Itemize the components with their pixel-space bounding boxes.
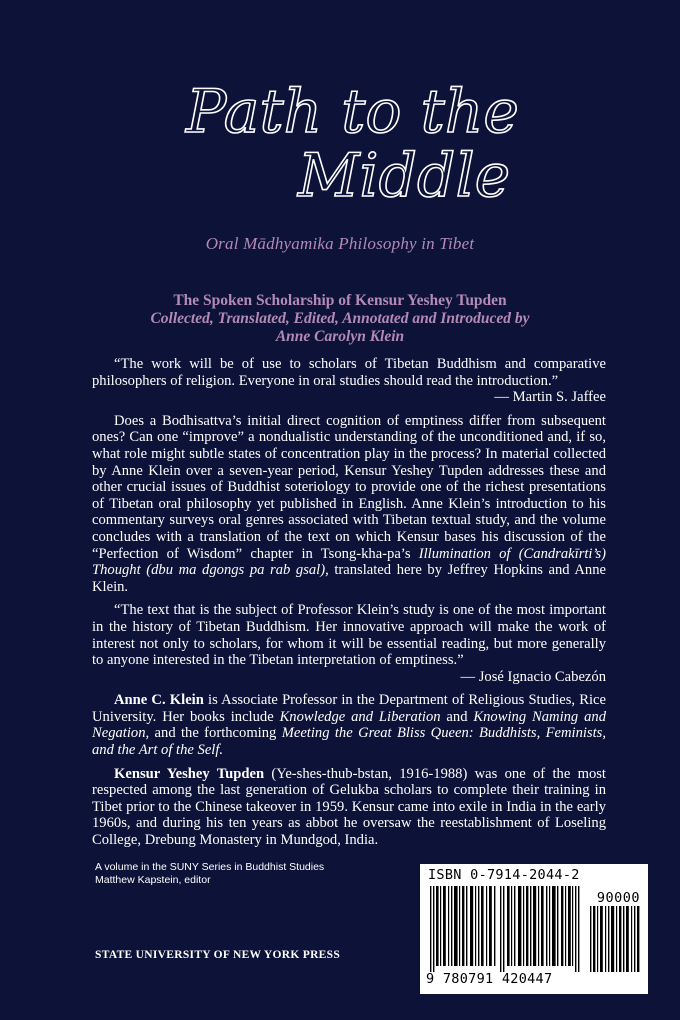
quote-2-text: “The text that is the subject of Professor Klein’s study is one of the most important in the history of Tibetan Buddhism. Her innovative approach will make the work of interest not only to scholars, for whom it will be essential reading, but more generally to anyone interested in the Tibetan interpretation of emptiness.”	[92, 602, 606, 669]
byline-line-2: Collected, Translated, Edited, Annotated and Introduced by	[150, 310, 530, 327]
author-book-3: Meeting the Great Bliss Queen: Buddhists, Feminists, and the Art of the Self.	[92, 725, 606, 759]
description	[92, 413, 606, 596]
title-calligraphy	[150, 70, 530, 220]
author-book-2: Knowing Naming and Negation,	[92, 708, 607, 742]
description-part-1: Does a Bodhisattva’s initial direct cognition of emptiness differ from subsequent ones? Can one “improve” a nondualistic understanding of the unconditioned and, if so, what role might subtle states of concentration play in the process? In material collected by Anne Klein over a seven-year period, Kensur Yeshey Tupden addresses these and other crucial issues of Buddhist soteriology to provide one of the richest presentations of Tibetan oral philosophy yet published in English. Anne Klein’s introduction to his commentary surveys oral genres associated with Tibetan textual study, and the volume concludes with a translation of the text on which Kensur bases his discussion of the “Perfection of Wisdom” chapter in Tsong-kha-pa’s	[92, 412, 606, 562]
byline-line-3: Anne Carolyn Klein	[275, 328, 405, 345]
description-part-2: translated here by Jeffrey Hopkins and Anne Klein.	[92, 562, 607, 595]
author-name: Anne C. Klein	[114, 692, 204, 709]
series-line-2: Matthew Kapstein, editor	[95, 874, 211, 886]
subject-name: Kensur Yeshey Tupden	[114, 765, 265, 782]
ean-barcode	[430, 886, 580, 972]
quote-2-attribution: — José Ignacio Cabezón	[460, 668, 606, 685]
back-cover-text	[92, 356, 606, 856]
author-bio-text-3: and the forthcoming	[149, 725, 282, 742]
author-book-1: Knowledge and Liberation	[279, 708, 441, 725]
author-bio	[92, 692, 606, 758]
byline	[0, 292, 680, 346]
quote-1	[92, 356, 606, 406]
ean-digits: 9 780791 420447	[426, 971, 553, 987]
byline-line-1: The Spoken Scholarship of Kensur Yeshey Tupden	[173, 292, 507, 309]
price-barcode	[590, 906, 640, 972]
author-bio-text-2: and	[440, 708, 474, 725]
series-info	[95, 861, 324, 887]
subject-bio	[92, 766, 606, 849]
description-italic: Illumination of (Candrakīrti’s) Thought (dbu ma dgongs pa rab gsal),	[92, 545, 606, 579]
price-code: 90000	[596, 890, 640, 906]
quote-1-text: “The work will be of use to scholars of Tibetan Buddhism and comparative philosophers of religion. Everyone in oral studies should read the introduction.”	[92, 356, 606, 389]
quote-2	[92, 602, 606, 685]
quote-1-attribution: — Martin S. Jaffee	[494, 389, 606, 406]
isbn-label: ISBN 0-7914-2044-2	[428, 867, 580, 883]
barcode-panel	[420, 864, 648, 994]
title-line-1: Path to the	[186, 77, 519, 147]
author-bio-text-1: is Associate Professor in the Department of Religious Studies, Rice University. Her books include	[92, 692, 606, 725]
series-line-1: A volume in the SUNY Series in Buddhist Studies	[95, 861, 325, 873]
subject-bio-text: (Ye-shes-thub-bstan, 1916-1988) was one of the most respected among the last generation of Gelukba scholars to complete their training in Tibet prior to the Chinese takeover in 1959. Kensur came into exile in India in the early 1960s, and during his ten years as abbot he oversaw the reestablishment of Loseling College, Drebung Monastery in Mundgod, India.	[92, 765, 606, 849]
publisher-name: STATE UNIVERSITY OF NEW YORK PRESS	[95, 949, 341, 961]
book-title	[150, 70, 530, 220]
title-line-2: Middle	[298, 141, 511, 211]
subtitle: Oral Mādhyamika Philosophy in Tibet	[205, 234, 475, 253]
